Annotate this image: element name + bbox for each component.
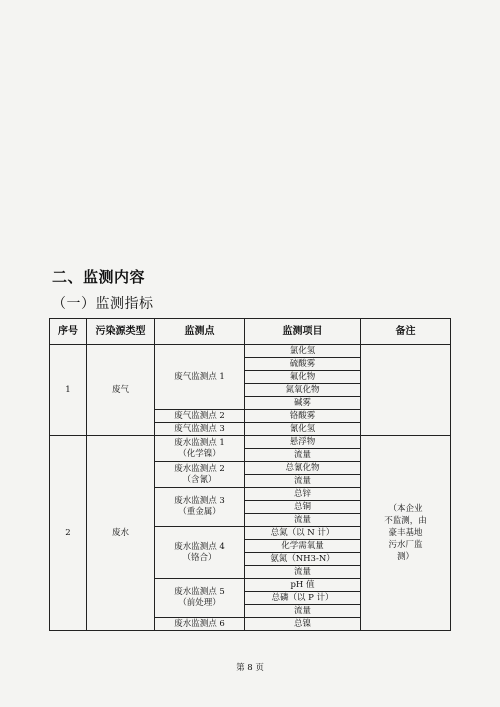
row-no: 1	[50, 345, 87, 436]
header-remark: 备注	[361, 319, 451, 345]
remark-cell	[361, 345, 451, 436]
header-source-type: 污染源类型	[87, 319, 155, 345]
monitoring-point: 废水监测点 6	[155, 618, 245, 631]
monitoring-item: 铬酸雾	[245, 410, 361, 423]
monitoring-point	[155, 436, 245, 462]
monitoring-point-sub: （重金属）	[178, 507, 221, 517]
source-type: 废水	[87, 436, 155, 631]
monitoring-point-name: 废水监测点 2	[174, 463, 225, 474]
monitoring-item: 悬浮物	[245, 436, 361, 449]
section-heading: 二、监测内容	[52, 268, 146, 286]
monitoring-item: 化学需氧量	[245, 540, 361, 553]
remark-line: 不监测，由	[384, 516, 427, 526]
header-no: 序号	[50, 319, 87, 345]
monitoring-point	[155, 579, 245, 618]
monitoring-item: 碱雾	[245, 397, 361, 410]
header-monitoring-item: 监测项目	[245, 319, 361, 345]
monitoring-point-name: 废水监测点 4	[174, 541, 225, 552]
monitoring-item: 氨氮（NH3-N）	[245, 553, 361, 566]
monitoring-point-name: 废水监测点 5	[174, 587, 225, 597]
monitoring-item: 总氮（以 N 计）	[245, 527, 361, 540]
monitoring-item: 流量	[245, 514, 361, 527]
monitoring-point	[155, 488, 245, 527]
monitoring-item: 流量	[245, 566, 361, 579]
monitoring-point-name: 废水监测点 3	[174, 496, 225, 506]
monitoring-item: 流量	[245, 605, 361, 618]
table-row	[50, 345, 451, 358]
remark-note	[361, 436, 451, 631]
monitoring-item: 氯化氢	[245, 345, 361, 358]
monitoring-item: pH 值	[245, 579, 361, 592]
monitoring-point	[155, 462, 245, 488]
monitoring-item: 总铜	[245, 501, 361, 514]
monitoring-point-sub: （含氰）	[182, 474, 217, 485]
monitoring-point: 废气监测点 3	[155, 423, 245, 436]
monitoring-item: 硫酸雾	[245, 358, 361, 371]
remark-line: 污水厂监	[388, 540, 423, 550]
monitoring-item: 总镍	[245, 618, 361, 631]
monitoring-item: 总磷（以 P 计）	[245, 592, 361, 605]
page-number: 第 8 页	[236, 663, 264, 673]
monitoring-item: 总氰化物	[245, 462, 361, 475]
monitoring-point: 废气监测点 2	[155, 410, 245, 423]
monitoring-point	[155, 527, 245, 579]
monitoring-table	[49, 318, 451, 631]
monitoring-item: 氮氧化物	[245, 384, 361, 397]
monitoring-item: 流量	[245, 449, 361, 462]
subsection-heading: （一）监测指标	[52, 296, 154, 312]
monitoring-item: 氰化氢	[245, 423, 361, 436]
table-header-row	[50, 319, 451, 345]
monitoring-point-sub: （前处理）	[178, 598, 221, 608]
remark-line: （本企业	[388, 504, 423, 514]
remark-line: 豪丰基地	[388, 528, 423, 538]
monitoring-point: 废气监测点 1	[155, 345, 245, 410]
remark-line: 测）	[396, 552, 414, 562]
monitoring-point-name: 废水监测点 1	[174, 437, 225, 448]
monitoring-item: 流量	[245, 475, 361, 488]
table-row	[50, 436, 451, 449]
monitoring-item: 总锌	[245, 488, 361, 501]
header-monitoring-point: 监测点	[155, 319, 245, 345]
monitoring-item: 氟化物	[245, 371, 361, 384]
monitoring-point-sub: （铬合）	[182, 552, 217, 563]
monitoring-point-sub: （化学镍）	[178, 448, 221, 459]
row-no: 2	[50, 436, 87, 631]
source-type: 废气	[87, 345, 155, 436]
